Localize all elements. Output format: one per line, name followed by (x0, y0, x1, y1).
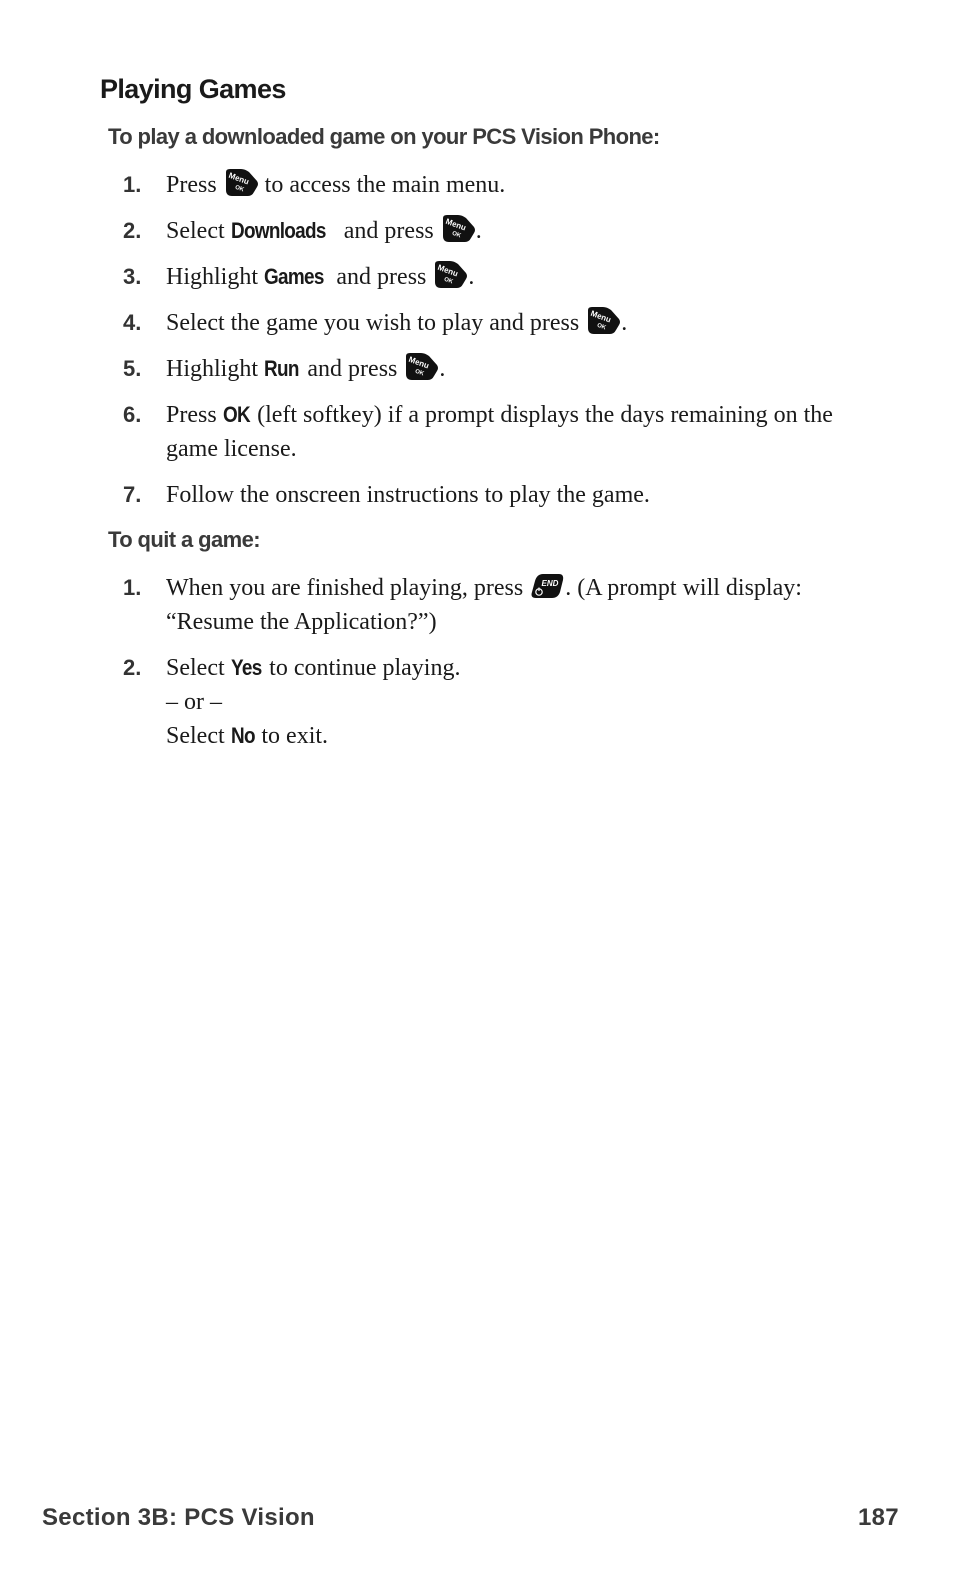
svg-text:END: END (541, 579, 559, 588)
svg-text:Menu: Menu (436, 262, 460, 279)
step-number: 3. (123, 264, 142, 289)
menu-ok-key-icon (432, 260, 468, 290)
play-game-subheading: To play a downloaded game on your PCS Vision Phone: (108, 124, 660, 149)
step-number: 1. (123, 575, 142, 600)
menu-ok-key-icon (223, 168, 259, 198)
list-item: 5. Highlight Run and press Menu OK . (0, 352, 954, 386)
step-number: 4. (123, 310, 142, 335)
svg-text:OK: OK (414, 368, 425, 378)
svg-text:Menu: Menu (444, 216, 467, 233)
or-separator: – or – (166, 689, 222, 715)
play-game-steps (0, 168, 954, 524)
list-item: 6. Press OK (left softkey) if a prompt displays the days remaining on the game license. (0, 398, 954, 466)
menu-ok-key-icon (403, 352, 439, 382)
menu-ok-key-icon (585, 306, 621, 336)
svg-text:OK: OK (233, 184, 245, 194)
list-item: 2. Select Downloads and press Menu OK . (0, 214, 954, 248)
end-key-icon (529, 571, 565, 601)
step-number: 6. (123, 402, 142, 427)
step-number: 1. (123, 172, 142, 197)
page-number: 187 (858, 1504, 899, 1531)
svg-text:OK: OK (450, 230, 462, 240)
svg-text:OK: OK (596, 322, 607, 332)
svg-text:Menu: Menu (407, 354, 431, 371)
keyword-downloads: Downloads (230, 218, 326, 243)
svg-text:Menu: Menu (227, 170, 250, 187)
list-item: 1. When you are finished playing, press END . (A prompt will display: “Resume the Application?”) (0, 571, 954, 639)
keyword-games: Games (264, 264, 324, 289)
quit-game-subheading: To quit a game: (108, 527, 260, 552)
step-number: 2. (123, 218, 142, 243)
keyword-run: Run (264, 356, 299, 381)
list-item: 1. Press Menu OK to access the main menu. (0, 168, 954, 202)
step-number: 5. (123, 356, 142, 381)
svg-text:OK: OK (443, 276, 454, 286)
footer-section-label: Section 3B: PCS Vision (42, 1504, 315, 1531)
step-number: 7. (123, 482, 142, 507)
quit-game-steps (0, 571, 954, 765)
step-number: 2. (123, 655, 142, 680)
menu-ok-key-icon (440, 214, 476, 244)
keyword-no: No (230, 723, 255, 748)
list-item: 2. Select Yes to continue playing. – or – Select No to exit. (0, 651, 954, 753)
keyword-ok: OK (222, 402, 250, 427)
list-item: 7. Follow the onscreen instructions to play the game. (0, 478, 954, 512)
list-item: 3. Highlight Games and press Menu OK . (0, 260, 954, 294)
svg-text:Menu: Menu (589, 308, 613, 325)
keyword-yes: Yes (230, 655, 262, 680)
list-item: 4. Select the game you wish to play and press Menu OK . (0, 306, 954, 340)
section-heading: Playing Games (100, 74, 286, 104)
